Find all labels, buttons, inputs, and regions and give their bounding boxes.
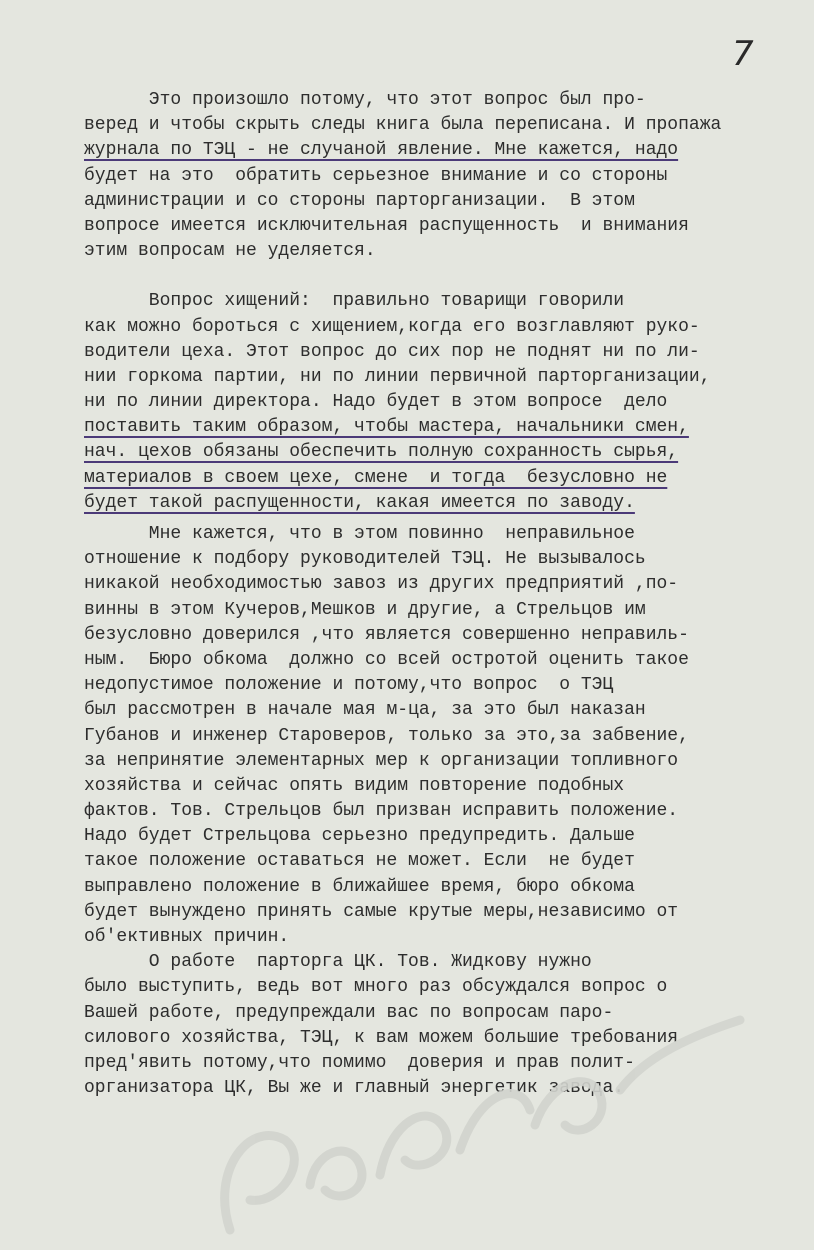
text-line: водители цеха. Этот вопрос до сих пор не поднят ни по ли- bbox=[84, 341, 700, 362]
text-line: будет вынуждено принять самые крутые меры,независимо от bbox=[84, 901, 679, 922]
paragraph-4 bbox=[84, 950, 796, 1101]
text-line: об'ективных причин. bbox=[84, 927, 290, 947]
text-line: Губанов и инженер Староверов, только за это,за забвение, bbox=[84, 725, 689, 746]
text-line-underlined: журнала по ТЭЦ - не случаной явление. Мне кажется, надо bbox=[84, 140, 679, 161]
text-line: администрации и со стороны парторганизации. В этом bbox=[84, 190, 635, 211]
text-line: этим вопросам не уделяется. bbox=[84, 241, 376, 262]
text-line: винны в этом Кучеров,Мешков и другие, а Стрельцов им bbox=[84, 599, 646, 620]
text-line: нии горкома партии, ни по линии первичной парторганизации, bbox=[84, 366, 711, 387]
text-line: выправлено положение в ближайшее время, бюро обкома bbox=[84, 876, 635, 897]
text-line: Надо будет Стрельцова серьезно предупредить. Дальше bbox=[84, 826, 635, 847]
text-line-underlined: поставить таким образом, чтобы мастера, начальники смен, bbox=[84, 417, 689, 438]
text-line: Мне кажется, что в этом повинно неправильное bbox=[84, 524, 635, 544]
text-line: Вашей работе, предупреждали вас по вопросам паро- bbox=[84, 1002, 614, 1023]
text-line-underlined: нач. цехов обязаны обеспечить полную сохранность сырья, bbox=[84, 442, 679, 463]
text-line: силового хозяйства, ТЭЦ, к вам можем большие требования bbox=[84, 1027, 679, 1048]
text-line: за непринятие элементарных мер к организации топливного bbox=[84, 750, 679, 771]
text-line: недопустимое положение и потому,что вопрос о ТЭЦ bbox=[84, 675, 614, 696]
text-line: пред'явить потому,что помимо доверия и прав полит- bbox=[84, 1052, 635, 1073]
text-line-underlined: будет такой распущенности, какая имеется по заводу. bbox=[84, 492, 635, 513]
text-line: будет на это обратить серьезное внимание и со стороны bbox=[84, 165, 668, 186]
text-line: был рассмотрен в начале мая м-ца, за это был наказан bbox=[84, 700, 646, 721]
text-line: хозяйства и сейчас опять видим повторение подобных bbox=[84, 775, 625, 796]
paragraph-3 bbox=[84, 522, 796, 950]
text-line-underlined: материалов в своем цехе, смене и тогда безусловно не bbox=[84, 467, 668, 488]
text-line: никакой необходимостью завоз из других предприятий ,по- bbox=[84, 574, 679, 595]
text-line: веред и чтобы скрыть следы книга была переписана. И пропажа bbox=[84, 115, 722, 136]
text-line: ни по линии директора. Надо будет в этом вопросе дело bbox=[84, 392, 668, 413]
text-line: было выступить, ведь вот много раз обсуждался вопрос о bbox=[84, 977, 668, 998]
paragraph-2 bbox=[84, 289, 796, 516]
paragraph-gap bbox=[84, 264, 796, 289]
text-line: ным. Бюро обкома должно со всей остротой оценить такое bbox=[84, 649, 689, 670]
text-line: Вопрос хищений: правильно товарищи говорили bbox=[84, 291, 625, 312]
text-line: отношение к подбору руководителей ТЭЦ. Не вызывалось bbox=[84, 549, 646, 570]
text-line: фактов. Тов. Стрельцов был призван исправить положение. bbox=[84, 801, 679, 822]
text-line: безусловно доверился ,что является совершенно неправиль- bbox=[84, 624, 689, 645]
document-body bbox=[84, 88, 796, 1101]
text-line: как можно бороться с хищением,когда его возглавляют руко- bbox=[84, 316, 700, 337]
text-line: Это произошло потому, что этот вопрос был про- bbox=[84, 90, 646, 110]
paragraph-1 bbox=[84, 88, 796, 264]
text-line: организатора ЦК, Вы же и главный энергетик завода. bbox=[84, 1078, 625, 1099]
text-line: такое положение оставаться не может. Если не будет bbox=[84, 851, 635, 872]
text-line: О работе парторга ЦК. Тов. Жидкову нужно bbox=[84, 952, 592, 973]
text-line: вопросе имеется исключительная распущенность и внимания bbox=[84, 215, 689, 236]
page-number: 7 bbox=[732, 34, 754, 74]
